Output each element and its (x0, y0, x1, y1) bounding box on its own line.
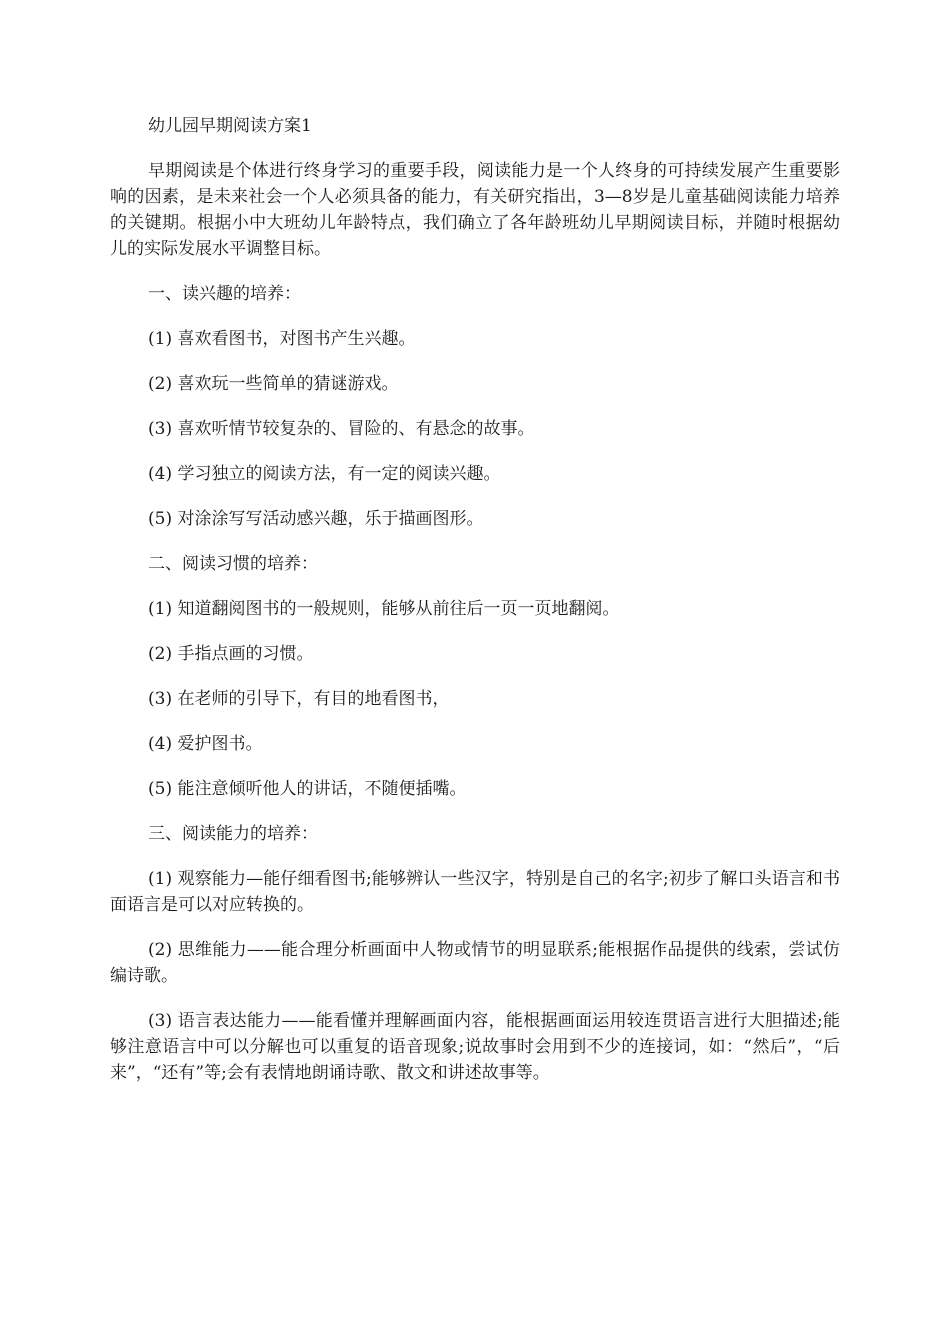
list-item: (1) 知道翻阅图书的一般规则，能够从前往后一页一页地翻阅。 (148, 599, 620, 619)
list-item: (4) 学习独立的阅读方法，有一定的阅读兴趣。 (148, 464, 501, 484)
section-heading-habits: 二、阅读习惯的培养： (148, 554, 318, 574)
list-item: (4) 爱护图书。 (148, 734, 263, 754)
list-item: (1) 喜欢看图书，对图书产生兴趣。 (148, 329, 416, 349)
section-heading-ability: 三、阅读能力的培养： (148, 824, 318, 844)
list-item: (2) 手指点画的习惯。 (148, 644, 314, 664)
document-title: 幼儿园早期阅读方案1 (148, 116, 312, 136)
document-page (110, 113, 840, 1105)
list-item: (1) 观察能力—能仔细看图书;能够辨认一些汉字，特别是自己的名字;初步了解口头语言和书面语言是可以对应转换的。 (110, 869, 840, 915)
list-item: (2) 喜欢玩一些简单的猜谜游戏。 (148, 374, 399, 394)
list-item: (2) 思维能力——能合理分析画面中人物或情节的明显联系;能根据作品提供的线索，尝试仿编诗歌。 (110, 940, 840, 986)
paragraph-intro: 早期阅读是个体进行终身学习的重要手段，阅读能力是一个人终身的可持续发展产生重要影响的因素，是未来社会一个人必须具备的能力，有关研究指出，3—8岁是儿童基础阅读能力培养的关键期。根据小中大班幼儿年龄特点，我们确立了各年龄班幼儿早期阅读目标，并随时根据幼儿的实际发展水平调整目标。 (110, 161, 840, 259)
list-item: (3) 喜欢听情节较复杂的、冒险的、有悬念的故事。 (148, 419, 535, 439)
section-heading-interest: 一、读兴趣的培养： (148, 284, 301, 304)
list-item: (3) 语言表达能力——能看懂并理解画面内容，能根据画面运用较连贯语言进行大胆描述;能够注意语言中可以分解也可以重复的语音现象;说故事时会用到不少的连接词，如：“然后”，“后来”，“还有”等;会有表情地朗诵诗歌、散文和讲述故事等。 (110, 1011, 840, 1083)
list-item: (3) 在老师的引导下，有目的地看图书， (148, 689, 450, 709)
list-item: (5) 对涂涂写写活动感兴趣，乐于描画图形。 (148, 509, 484, 529)
list-item: (5) 能注意倾听他人的讲话，不随便插嘴。 (148, 779, 467, 799)
